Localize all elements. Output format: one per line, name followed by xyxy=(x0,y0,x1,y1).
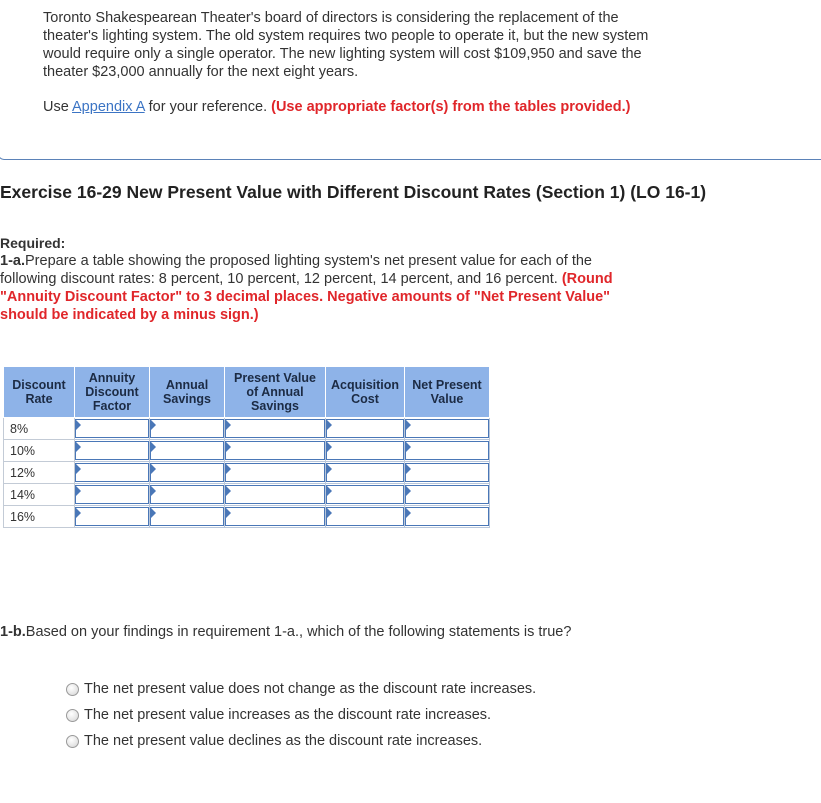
requirement-1b xyxy=(0,624,571,640)
annuity-factor-cell xyxy=(75,506,150,528)
net-present-value-input[interactable] xyxy=(405,507,489,526)
annual-savings-input[interactable] xyxy=(150,463,224,482)
radio-button[interactable] xyxy=(66,683,79,696)
discount-rate-cell: 8% xyxy=(4,418,75,440)
present-value-input[interactable] xyxy=(225,419,325,438)
requirement-1a-instruction: (Round "Annuity Discount Factor" to 3 decimal places. Negative amounts of "Net Present Value" should be indicated by a minus sign.) xyxy=(0,271,613,323)
net-present-value-input[interactable] xyxy=(405,419,489,438)
annuity-factor-input[interactable] xyxy=(75,441,149,460)
present-value-cell xyxy=(225,506,326,528)
reference-note xyxy=(43,98,643,116)
npv-table-row xyxy=(4,506,490,528)
header-acquisition-cost: Acquisition Cost xyxy=(326,367,405,418)
annual-savings-input[interactable] xyxy=(150,485,224,504)
acquisition-cost-input[interactable] xyxy=(326,507,404,526)
present-value-input[interactable] xyxy=(225,507,325,526)
header-discount-rate: Discount Rate xyxy=(4,367,75,418)
annuity-factor-input[interactable] xyxy=(75,419,149,438)
answer-options xyxy=(66,676,536,754)
answer-option[interactable] xyxy=(66,702,536,728)
answer-option[interactable] xyxy=(66,728,536,754)
required-label: Required: xyxy=(0,235,66,251)
annuity-factor-cell xyxy=(75,484,150,506)
reference-instruction: (Use appropriate factor(s) from the tables provided.) xyxy=(271,99,631,115)
annuity-factor-cell xyxy=(75,418,150,440)
annual-savings-cell xyxy=(150,440,225,462)
acquisition-cost-input[interactable] xyxy=(326,485,404,504)
present-value-cell xyxy=(225,418,326,440)
present-value-cell xyxy=(225,462,326,484)
acquisition-cost-cell xyxy=(326,462,405,484)
discount-rate-cell: 12% xyxy=(4,462,75,484)
discount-rate-cell: 10% xyxy=(4,440,75,462)
answer-option[interactable] xyxy=(66,676,536,702)
annuity-factor-input[interactable] xyxy=(75,485,149,504)
annual-savings-cell xyxy=(150,462,225,484)
acquisition-cost-input[interactable] xyxy=(326,419,404,438)
present-value-input[interactable] xyxy=(225,441,325,460)
radio-button[interactable] xyxy=(66,735,79,748)
intro-paragraph: Toronto Shakespearean Theater's board of directors is considering the replacement of the theater's lighting system. The old system requires two people to operate it, but the new system would require only a single operator. The new lighting system will cost $109,950 and save the theater $23,000 annually for the next eight years. xyxy=(43,10,649,80)
acquisition-cost-cell xyxy=(326,418,405,440)
requirement-1a-text: Prepare a table showing the proposed lighting system's net present value for each of the following discount rates: 8 percent, 10 percent, 12 percent, 14 percent, and 16 percent. xyxy=(0,253,593,287)
reference-suffix: for your reference. xyxy=(144,99,272,115)
annuity-factor-input[interactable] xyxy=(75,507,149,526)
answer-option-label: The net present value increases as the discount rate increases. xyxy=(84,707,492,723)
annuity-factor-cell xyxy=(75,440,150,462)
net-present-value-input[interactable] xyxy=(405,463,489,482)
net-present-value-input[interactable] xyxy=(405,485,489,504)
net-present-value-cell xyxy=(405,440,490,462)
header-net-present-value: Net Present Value xyxy=(405,367,490,418)
annual-savings-cell xyxy=(150,418,225,440)
answer-option-label: The net present value does not change as the discount rate increases. xyxy=(84,681,537,697)
acquisition-cost-cell xyxy=(326,484,405,506)
requirement-1a xyxy=(0,252,625,324)
present-value-cell xyxy=(225,440,326,462)
acquisition-cost-cell xyxy=(326,506,405,528)
npv-table-row xyxy=(4,462,490,484)
annual-savings-input[interactable] xyxy=(150,419,224,438)
reference-prefix: Use xyxy=(43,99,73,115)
net-present-value-cell xyxy=(405,418,490,440)
present-value-input[interactable] xyxy=(225,463,325,482)
header-annual-savings: Annual Savings xyxy=(150,367,225,418)
annual-savings-input[interactable] xyxy=(150,507,224,526)
annuity-factor-cell xyxy=(75,462,150,484)
discount-rate-cell: 16% xyxy=(4,506,75,528)
npv-table-row xyxy=(4,440,490,462)
annuity-factor-input[interactable] xyxy=(75,463,149,482)
annual-savings-cell xyxy=(150,506,225,528)
present-value-cell xyxy=(225,484,326,506)
npv-table-row xyxy=(4,484,490,506)
net-present-value-cell xyxy=(405,462,490,484)
present-value-input[interactable] xyxy=(225,485,325,504)
annual-savings-input[interactable] xyxy=(150,441,224,460)
requirement-1a-tag: 1-a. xyxy=(0,253,25,269)
net-present-value-cell xyxy=(405,506,490,528)
acquisition-cost-cell xyxy=(326,440,405,462)
answer-option-label: The net present value declines as the discount rate increases. xyxy=(84,733,483,749)
requirement-1b-question: Based on your findings in requirement 1-a., which of the following statements is true? xyxy=(25,624,572,640)
net-present-value-cell xyxy=(405,484,490,506)
net-present-value-input[interactable] xyxy=(405,441,489,460)
appendix-a-link[interactable]: Appendix A xyxy=(72,99,145,115)
npv-table-header-row xyxy=(4,367,490,418)
npv-table-row xyxy=(4,418,490,440)
exercise-title: Exercise 16-29 New Present Value with Different Discount Rates (Section 1) (LO 16-1) xyxy=(0,182,707,202)
npv-table xyxy=(3,366,490,528)
radio-button[interactable] xyxy=(66,709,79,722)
requirement-1b-tag: 1-b. xyxy=(0,624,26,640)
header-annuity-discount-factor: Annuity Discount Factor xyxy=(75,367,150,418)
discount-rate-cell: 14% xyxy=(4,484,75,506)
acquisition-cost-input[interactable] xyxy=(326,441,404,460)
acquisition-cost-input[interactable] xyxy=(326,463,404,482)
header-present-value: Present Value of Annual Savings xyxy=(225,367,326,418)
annual-savings-cell xyxy=(150,484,225,506)
